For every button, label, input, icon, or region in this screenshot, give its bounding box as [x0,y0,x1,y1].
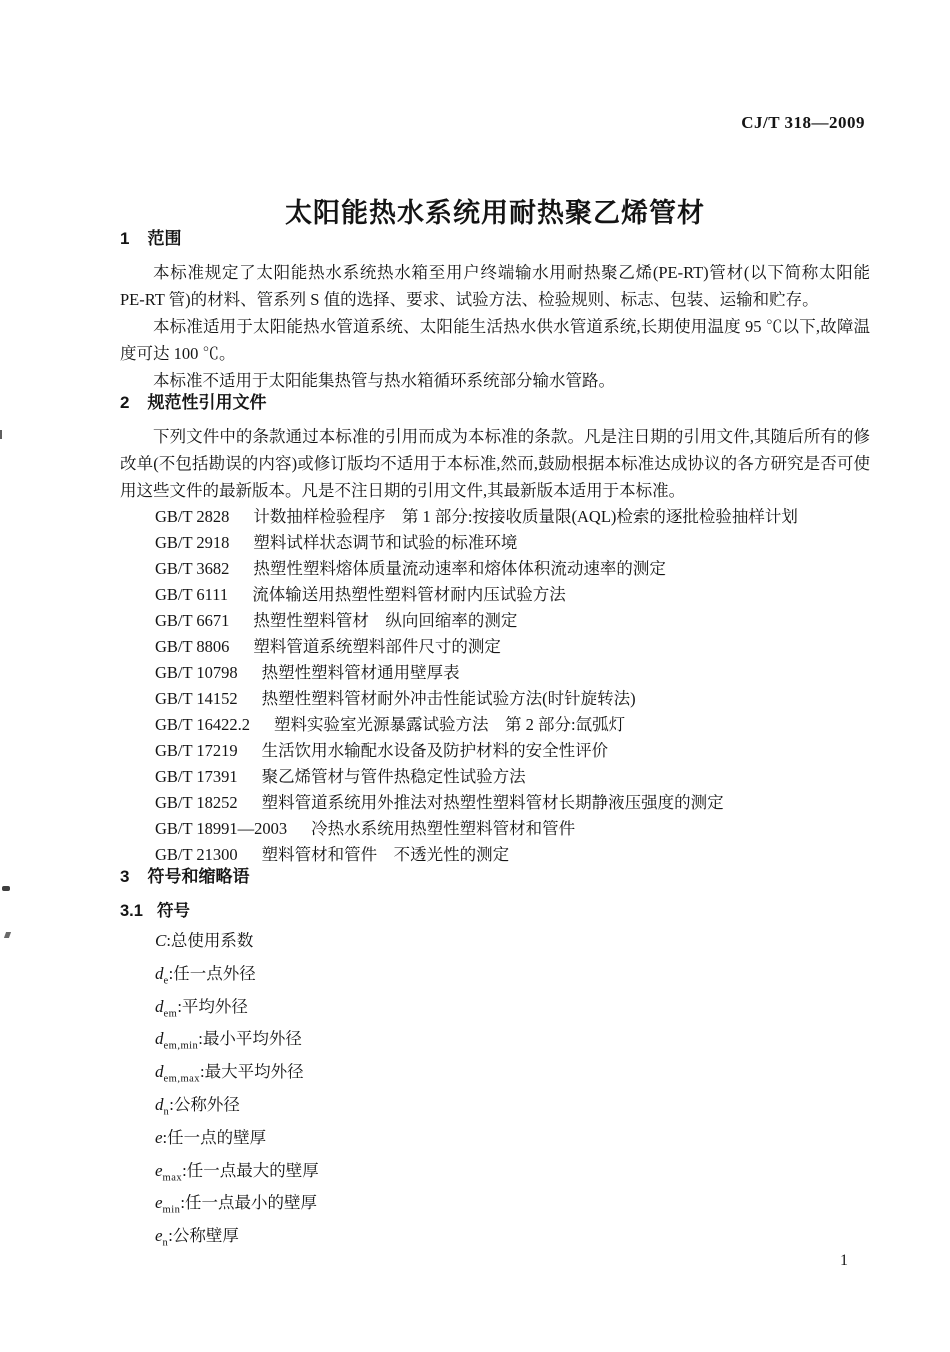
symbol-description: :总使用系数 [166,931,254,950]
section-2-heading [120,394,870,412]
symbol-item [155,1190,870,1223]
symbol-description: :任一点最小的壁厚 [180,1193,317,1213]
symbol-letter: d [155,996,164,1016]
symbol-subscript: em [163,1007,178,1019]
symbol-item [155,1092,870,1125]
symbol-item [155,961,870,994]
symbol-description: :任一点的壁厚 [162,1127,267,1147]
reference-item [155,504,870,530]
reference-code: GB/T 18252 [155,793,238,812]
symbol-letter: e [155,1193,163,1213]
reference-title: 塑料试样状态调节和试验的标准环境 [253,533,518,552]
reference-item [155,738,870,764]
scan-artifact [4,932,11,938]
scan-artifact [2,886,10,891]
section-number: 3 [120,867,130,886]
section-number: 1 [120,229,130,248]
symbol-list [120,928,870,1256]
symbol-letter: e [155,1226,163,1246]
reference-item [155,842,870,868]
reference-title: 冷热水系统用热塑性塑料管材和管件 [311,819,576,838]
reference-code: GB/T 6111 [155,585,229,604]
symbol-description: :公称外径 [169,1094,240,1114]
section-1-heading [120,230,870,248]
reference-title: 热塑性塑料管材 纵向回缩率的测定 [253,611,518,630]
symbol-description: :公称壁厚 [168,1226,239,1246]
symbol-subscript: n [163,1106,170,1118]
subsection-title: 符号 [156,902,190,920]
symbol-letter: e [155,1127,163,1147]
symbol-description: :任一点外径 [168,963,256,983]
reference-code: GB/T 2918 [155,533,230,552]
reference-item [155,816,870,842]
reference-title: 聚乙烯管材与管件热稳定性试验方法 [261,767,526,786]
symbol-item [155,1158,870,1191]
reference-title: 塑料管道系统用外推法对热塑性塑料管材长期静液压强度的测定 [261,793,724,812]
section-title: 规范性引用文件 [147,393,267,412]
reference-item [155,530,870,556]
section-title: 范围 [147,229,182,248]
symbol-subscript: min [162,1204,181,1216]
symbol-letter: C [155,931,167,950]
reference-code: GB/T 8806 [155,637,230,656]
reference-item [155,712,870,738]
symbol-item [155,1059,870,1092]
reference-title: 热塑性塑料管材通用壁厚表 [261,663,460,682]
references-intro-block [120,423,870,504]
references-intro: 下列文件中的条款通过本标准的引用而成为本标准的条款。凡是注日期的引用文件,其随后所有的修改单(不包括勘误的内容)或修订版均不适用于本标准,然而,鼓励根据本标准达成协议的各方研究是否可使用这些文件的最新版本。凡是不注日期的引用文件,其最新版本适用于本标准。 [120,427,870,500]
section-number: 2 [120,393,130,412]
symbol-item [155,1223,870,1256]
reference-code: GB/T 17219 [155,741,238,760]
reference-item [155,556,870,582]
document-title: 太阳能热水系统用耐热聚乙烯管材 [285,198,705,228]
symbol-item [155,1026,870,1059]
reference-code: GB/T 17391 [155,767,238,786]
reference-title: 塑料实验室光源暴露试验方法 第 2 部分:氙弧灯 [274,715,626,734]
reference-title: 热塑性塑料熔体质量流动速率和熔体体积流动速率的测定 [253,559,666,578]
symbol-item [155,994,870,1027]
symbol-description: :最大平均外径 [200,1062,304,1082]
reference-code: GB/T 6671 [155,611,230,630]
scope-paragraph: 本标准不适用于太阳能集热管与热水箱循环系统部分输水管路。 [153,371,615,390]
reference-code: GB/T 14152 [155,689,238,708]
reference-code: GB/T 18991—2003 [155,819,288,838]
symbol-subscript: max [162,1171,183,1183]
symbol-subscript: em,min [163,1040,199,1052]
scope-paragraph: 本标准适用于太阳能热水管道系统、太阳能生活热水供水管道系统,长期使用温度 95 ℃以下,故障温度可达 100 ℃。 [120,317,870,363]
reference-item [155,660,870,686]
scan-artifact [0,430,2,439]
reference-title: 塑料管道系统塑料部件尺寸的测定 [253,637,501,656]
symbol-description: :任一点最大的壁厚 [182,1160,319,1180]
reference-code: GB/T 3682 [155,559,230,578]
reference-title: 计数抽样检验程序 第 1 部分:按接收质量限(AQL)检索的逐批检验抽样计划 [253,507,798,526]
symbol-description: :平均外径 [177,996,248,1016]
reference-item [155,582,870,608]
subsection-3-1-heading [120,902,870,920]
reference-list [120,504,870,868]
symbol-letter: d [155,1029,164,1049]
reference-title: 塑料管材和管件 不透光性的测定 [261,845,510,864]
reference-code: GB/T 16422.2 [155,715,251,734]
section-title: 符号和缩略语 [147,867,250,886]
symbol-letter: d [155,1094,164,1114]
symbol-subscript: e [163,975,169,987]
section-3-heading [120,868,870,886]
symbol-subscript: n [162,1237,169,1249]
reference-title: 热塑性塑料管材耐外冲击性能试验方法(时针旋转法) [261,689,636,708]
page-number: 1 [840,1252,848,1269]
symbol-item [155,928,870,961]
reference-item [155,634,870,660]
symbol-description: :最小平均外径 [198,1029,302,1049]
reference-item [155,608,870,634]
reference-code: GB/T 10798 [155,663,238,682]
standard-code: CJ/T 318—2009 [741,113,865,132]
reference-item [155,790,870,816]
symbol-letter: e [155,1160,163,1180]
symbol-subscript: em,max [163,1073,201,1085]
symbol-letter: d [155,963,164,983]
section-1-body [120,259,870,394]
subsection-number: 3.1 [120,902,143,920]
reference-item [155,686,870,712]
reference-title: 流体输送用热塑性塑料管材耐内压试验方法 [252,585,566,604]
reference-item [155,764,870,790]
reference-title: 生活饮用水输配水设备及防护材料的安全性评价 [261,741,609,760]
scope-paragraph: 本标准规定了太阳能热水系统热水箱至用户终端输水用耐热聚乙烯(PE-RT)管材(以下简称太阳能 PE-RT 管)的材料、管系列 S 值的选择、要求、试验方法、检验规则、标志、包装、运输和贮存。 [120,263,870,309]
symbol-item [155,1125,870,1158]
reference-code: GB/T 2828 [155,507,230,526]
reference-code: GB/T 21300 [155,845,238,864]
symbol-letter: d [155,1062,164,1082]
